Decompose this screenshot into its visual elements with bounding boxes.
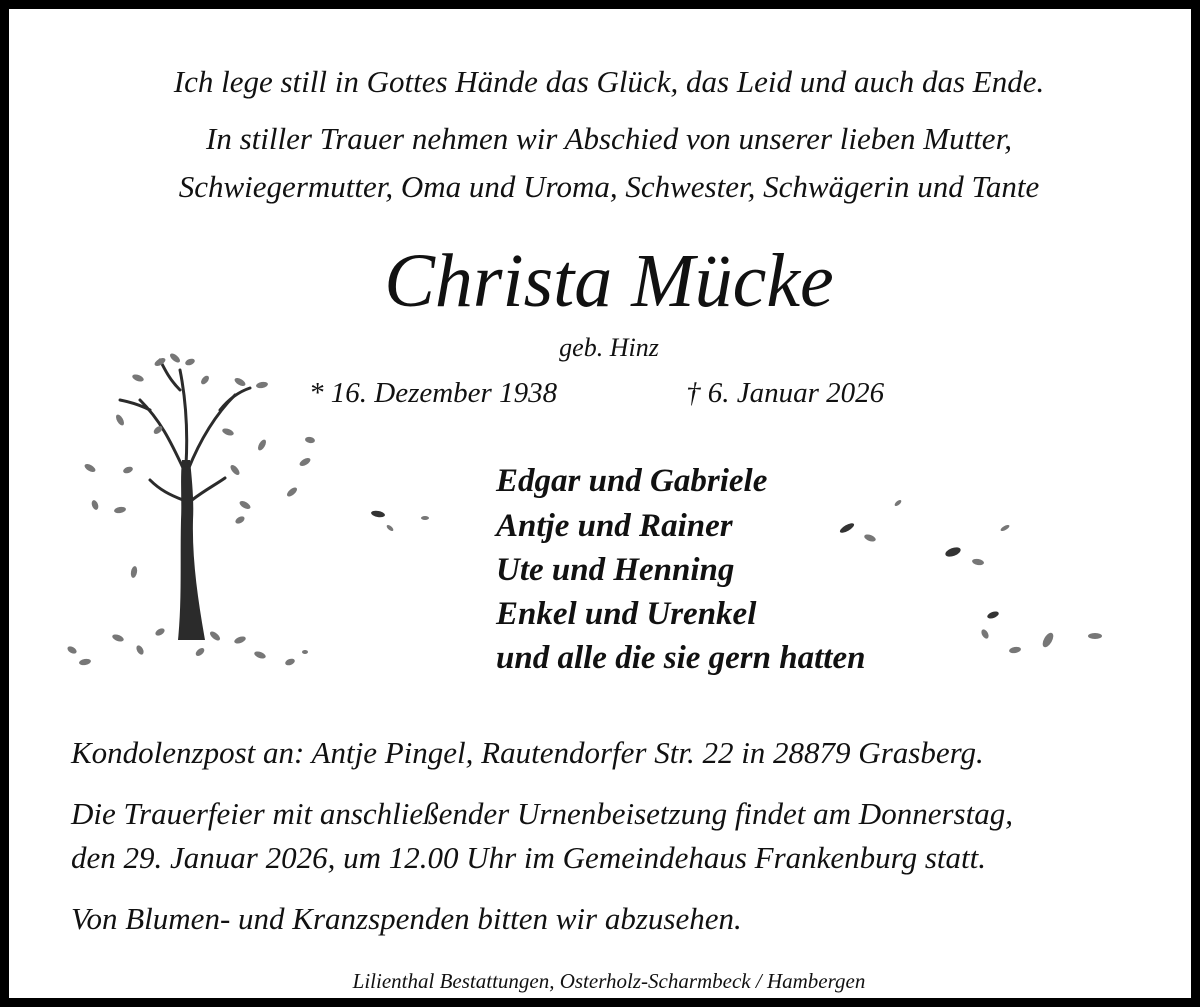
service-info-line-2: den 29. Januar 2026, um 12.00 Uhr im Gemeindehaus Frankenburg statt. <box>71 840 986 875</box>
birth-date: * 16. Dezember 1938 <box>309 377 558 409</box>
deceased-name: Christa Mücke <box>384 239 834 323</box>
mourner-line: und alle die sie gern hatten <box>496 640 866 676</box>
funeral-home: Lilienthal Bestattungen, Osterholz-Scharmbeck / Hambergen <box>352 969 866 993</box>
condolence-address: Kondolenzpost an: Antje Pingel, Rautendorfer Str. 22 in 28879 Grasberg. <box>71 735 984 770</box>
intro-line-2: Schwiegermutter, Oma und Uroma, Schwester, Schwägerin und Tante <box>178 169 1040 204</box>
maiden-name: geb. Hinz <box>559 333 659 362</box>
flowers-note: Von Blumen- und Kranzspenden bitten wir abzusehen. <box>71 901 742 936</box>
service-info-line-1: Die Trauerfeier mit anschließender Urnenbeisetzung findet am Donnerstag, <box>71 796 1013 831</box>
mourner-line: Ute und Henning <box>496 552 735 588</box>
mourner-line: Enkel und Urenkel <box>496 596 757 632</box>
intro-line-1: In stiller Trauer nehmen wir Abschied von unserer lieben Mutter, <box>206 121 1012 156</box>
mourner-line: Antje und Rainer <box>496 508 733 544</box>
death-date: † 6. Januar 2026 <box>686 377 885 409</box>
mourner-line: Edgar und Gabriele <box>496 463 768 499</box>
intro-quote: Ich lege still in Gottes Hände das Glück, das Leid und auch das Ende. <box>173 64 1045 99</box>
